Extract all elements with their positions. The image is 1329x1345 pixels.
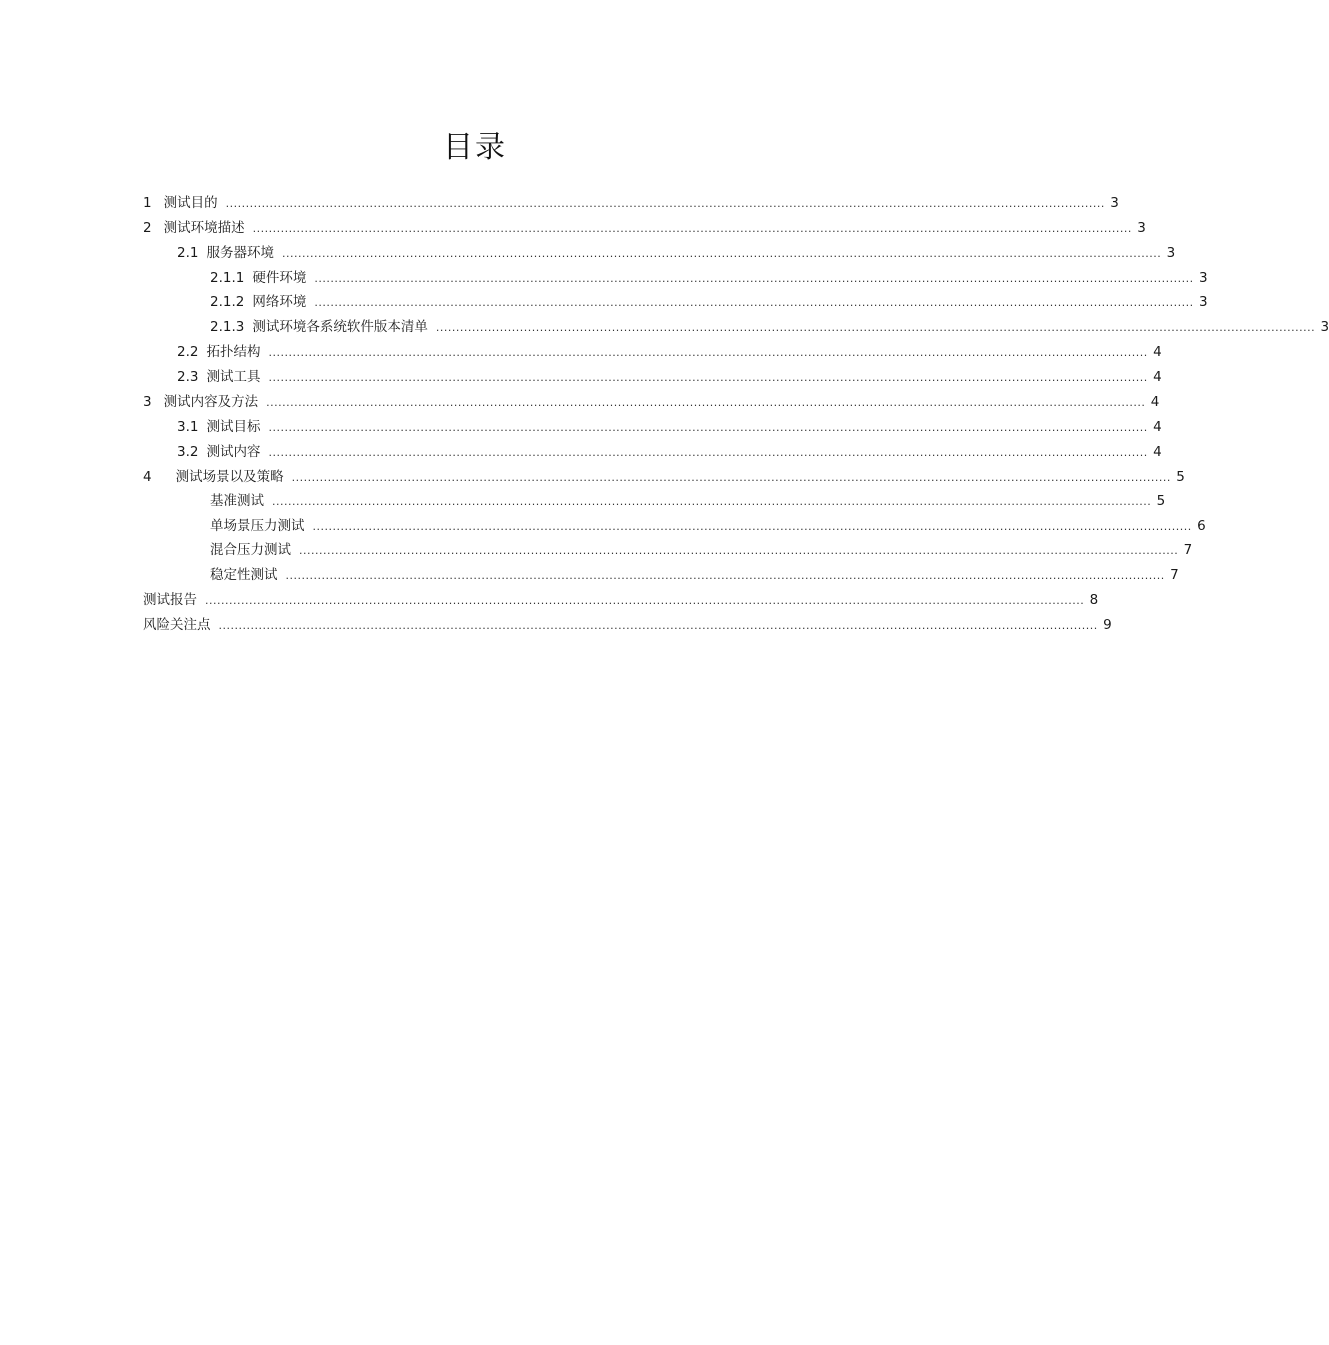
toc-entry-page-number: 7 [1170, 567, 1179, 583]
toc-entry-page-number: 7 [1183, 542, 1193, 558]
toc-leader-dots: ............................................................................................................................................................................................................................ [312, 520, 1192, 533]
toc-entry-label: 混合压力测试 [210, 542, 291, 558]
toc-entry-page-number: 4 [1153, 369, 1162, 385]
toc-entry[interactable] [210, 538, 1193, 562]
toc-entry-page-number: 3 [1199, 294, 1208, 310]
toc-leader-dots: ............................................................................................................................................................................................................................ [291, 471, 1171, 484]
toc-entry-page-number: 4 [1153, 344, 1162, 360]
toc-leader-dots: ............................................................................................................................................................................................................................ [225, 197, 1105, 210]
toc-entry[interactable] [210, 315, 1329, 339]
toc-leader-dots: ............................................................................................................................................................................................................................ [299, 544, 1179, 557]
toc-leader-dots: ............................................................................................................................................................................................................................ [272, 495, 1152, 508]
toc-entry-label: 稳定性测试 [210, 567, 278, 583]
toc-entry-page-number: 4 [1150, 394, 1160, 410]
toc-entry[interactable] [143, 588, 1099, 612]
toc-entry-page-number: 3 [1137, 220, 1146, 236]
toc-entry-page-number: 5 [1176, 469, 1185, 485]
toc-leader-dots: ............................................................................................................................................................................................................................ [268, 346, 1148, 359]
toc-entry-page-number: 3 [1199, 270, 1208, 286]
toc-leader-dots: ............................................................................................................................................................................................................................ [285, 569, 1165, 582]
toc-entry-page-number: 5 [1156, 493, 1166, 509]
toc-entry-label: 测试目的 [163, 195, 218, 211]
toc-leader-dots: ............................................................................................................................................................................................................................ [435, 321, 1316, 334]
toc-entry-label: 网络环境 [252, 294, 307, 310]
toc-entry-number: 3 [143, 394, 152, 410]
toc-entry-number: 3.2 [177, 444, 199, 460]
toc-entry-number: 4 [143, 469, 152, 485]
toc-leader-dots: ............................................................................................................................................................................................................................ [268, 371, 1148, 384]
toc-leader-dots: ............................................................................................................................................................................................................................ [314, 272, 1194, 285]
toc-leader-dots: ............................................................................................................................................................................................................................ [268, 446, 1148, 459]
toc-entry-page-number: 8 [1089, 592, 1099, 608]
toc-leader-dots: ............................................................................................................................................................................................................................ [281, 247, 1162, 260]
toc-entry-number: 2.2 [177, 344, 199, 360]
toc-entry-label: 测试环境各系统软件版本清单 [252, 319, 428, 335]
toc-entry-label: 单场景压力测试 [210, 518, 305, 534]
toc-entry-label: 测试工具 [206, 369, 261, 385]
toc-entry[interactable] [177, 440, 1162, 464]
toc-leader-dots: ............................................................................................................................................................................................................................ [268, 421, 1148, 434]
toc-entry[interactable] [210, 489, 1166, 513]
toc-entry[interactable] [177, 241, 1176, 265]
toc-entry[interactable] [143, 216, 1146, 240]
toc-entry-number: 3.1 [177, 419, 199, 435]
toc-entry-page-number: 9 [1103, 617, 1112, 633]
toc-entry[interactable] [210, 514, 1206, 538]
toc-entry[interactable] [177, 365, 1162, 389]
toc-entry-label: 测试场景以及策略 [175, 469, 284, 485]
toc-entry-number: 2.1 [177, 245, 199, 261]
toc-entry-number: 2.1.2 [210, 294, 245, 310]
toc-entry-number: 2.3 [177, 369, 199, 385]
toc-leader-dots: ............................................................................................................................................................................................................................ [252, 222, 1132, 235]
toc-leader-dots: ............................................................................................................................................................................................................................ [314, 296, 1194, 309]
toc-entry-page-number: 4 [1153, 419, 1162, 435]
toc-entry[interactable] [143, 191, 1119, 215]
toc-entry-page-number: 3 [1320, 319, 1329, 335]
toc-entry-label: 硬件环境 [252, 270, 307, 286]
toc-entry[interactable] [177, 340, 1162, 364]
toc-entry[interactable] [143, 465, 1185, 489]
toc-entry-label: 拓扑结构 [206, 344, 261, 360]
toc-entry-label: 基准测试 [210, 493, 264, 509]
toc-entry-label: 测试目标 [206, 419, 261, 435]
toc-entry-label: 测试环境描述 [163, 220, 245, 236]
toc-entry-number: 1 [143, 195, 152, 211]
toc-entry[interactable] [210, 563, 1179, 587]
toc-entry-page-number: 4 [1153, 444, 1162, 460]
toc-entry-number: 2.1.3 [210, 319, 245, 335]
page-title: 目录 [443, 130, 507, 165]
toc-entry-label: 风险关注点 [143, 617, 211, 633]
toc-entry-label: 测试内容 [206, 444, 261, 460]
toc-entry-page-number: 6 [1197, 518, 1206, 534]
toc-entry[interactable] [143, 613, 1112, 637]
toc-entry[interactable] [177, 415, 1162, 439]
toc-leader-dots: ............................................................................................................................................................................................................................ [218, 619, 1098, 632]
toc-leader-dots: ............................................................................................................................................................................................................................ [266, 396, 1146, 409]
toc-entry[interactable] [210, 266, 1208, 290]
toc-entry-page-number: 3 [1166, 245, 1176, 261]
toc-entry-number: 2.1.1 [210, 270, 245, 286]
toc-entry-label: 测试报告 [143, 592, 197, 608]
toc-leader-dots: ............................................................................................................................................................................................................................ [205, 594, 1085, 607]
toc-entry-label: 测试内容及方法 [163, 394, 259, 410]
toc-entry-page-number: 3 [1110, 195, 1119, 211]
toc-entry-number: 2 [143, 220, 152, 236]
toc-entry-label: 服务器环境 [206, 245, 274, 261]
toc-entry[interactable] [143, 390, 1160, 414]
toc-entry[interactable] [210, 290, 1208, 314]
